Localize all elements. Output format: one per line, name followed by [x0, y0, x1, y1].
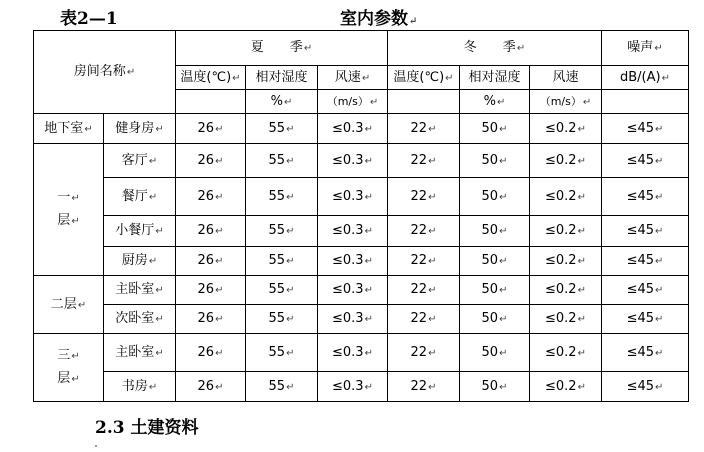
- header-summer-wind: 风速↵: [318, 66, 388, 90]
- paragraph-mark: ↵: [286, 347, 295, 359]
- paragraph-mark: ↵: [499, 381, 508, 393]
- paragraph-mark: ↵: [654, 43, 663, 54]
- paragraph-mark: ↵: [577, 347, 586, 359]
- paragraph-mark: ↵: [364, 256, 373, 267]
- paragraph-mark: ↵: [661, 72, 670, 84]
- paragraph-mark: ↵: [71, 215, 80, 227]
- floor-second: 二层↵: [34, 276, 104, 334]
- table-cell: ≤45↵: [602, 216, 689, 247]
- table-cell: ≤0.3↵: [318, 178, 388, 216]
- paragraph-mark: ↵: [499, 256, 508, 267]
- table-cell: ≤45↵: [602, 305, 689, 334]
- paragraph-mark: ↵: [364, 226, 373, 237]
- paragraph-mark: ↵: [71, 373, 80, 385]
- paragraph-mark: ↵: [369, 96, 379, 108]
- table-cell: [176, 90, 246, 114]
- paragraph-mark: ↵: [215, 381, 224, 393]
- table-cell: ≤0.2↵: [530, 247, 602, 276]
- table-cell: 55↵: [246, 216, 318, 247]
- table-cell: 50↵: [460, 372, 530, 402]
- paragraph-mark: ↵: [577, 123, 586, 135]
- room-name: 厨房↵: [104, 247, 176, 276]
- paragraph-mark: ↵: [215, 191, 224, 203]
- paragraph-mark: ↵: [364, 191, 373, 203]
- section-heading: 2.3 土建资料: [95, 418, 199, 438]
- table-cell: 26↵: [176, 305, 246, 334]
- table-title: 室内参数↵: [340, 9, 418, 29]
- page-dot: [95, 445, 97, 447]
- table-cell: 22↵: [388, 247, 460, 276]
- floor-first: 一↵ 层↵: [34, 144, 104, 276]
- table-cell: 50↵: [460, 178, 530, 216]
- table-cell: 50↵: [460, 247, 530, 276]
- table-cell: ≤45↵: [602, 247, 689, 276]
- paragraph-mark: ↵: [516, 43, 526, 54]
- table-cell: 22↵: [388, 178, 460, 216]
- table-cell: 55↵: [246, 305, 318, 334]
- paragraph-mark: ↵: [155, 347, 164, 359]
- table-cell: 55↵: [246, 114, 318, 144]
- paragraph-mark: ↵: [364, 381, 373, 393]
- paragraph-mark: ↵: [655, 285, 664, 296]
- paragraph-mark: ↵: [499, 285, 508, 296]
- paragraph-mark: ↵: [71, 350, 80, 362]
- paragraph-mark: ↵: [215, 314, 224, 325]
- table-row: [34, 144, 689, 178]
- paragraph-mark: ↵: [148, 256, 158, 267]
- header-room-name: 房间名称↵: [34, 31, 176, 114]
- header-winter-temperature: 温度(℃)↵: [388, 66, 460, 90]
- table-cell: ≤0.2↵: [530, 144, 602, 178]
- header-noise: 噪声↵: [602, 31, 689, 66]
- table-cell: ≤0.3↵: [318, 372, 388, 402]
- paragraph-mark: ↵: [499, 155, 508, 167]
- paragraph-mark: ↵: [655, 226, 664, 237]
- paragraph-mark: ↵: [577, 381, 586, 393]
- table-cell: 26↵: [176, 276, 246, 305]
- paragraph-mark: ↵: [428, 347, 437, 359]
- paragraph-mark: ↵: [215, 347, 224, 359]
- paragraph-mark: ↵: [84, 123, 93, 135]
- table-cell: 55↵: [246, 178, 318, 216]
- table-cell: ≤0.2↵: [530, 276, 602, 305]
- paragraph-mark: ↵: [499, 191, 508, 203]
- table-cell: ≤45↵: [602, 114, 689, 144]
- paragraph-mark: ↵: [286, 191, 295, 203]
- paragraph-mark: ↵: [286, 123, 295, 135]
- paragraph-mark: ↵: [428, 381, 437, 393]
- table-cell: 22↵: [388, 305, 460, 334]
- paragraph-mark: ↵: [428, 285, 437, 296]
- table-cell: ≤45↵: [602, 178, 689, 216]
- paragraph-mark: ↵: [286, 314, 295, 325]
- room-name: 客厅↵: [104, 144, 176, 178]
- table-cell: ≤0.2↵: [530, 372, 602, 402]
- paragraph-mark: ↵: [148, 191, 158, 203]
- room-name: 主卧室↵: [104, 276, 176, 305]
- room-name: 次卧室↵: [104, 305, 176, 334]
- paragraph-mark: ↵: [496, 96, 506, 108]
- table-cell: 26↵: [176, 114, 246, 144]
- paragraph-mark: ↵: [655, 347, 664, 359]
- paragraph-mark: ↵: [215, 155, 224, 167]
- table-row: [34, 247, 689, 276]
- room-name: 餐厅↵: [104, 178, 176, 216]
- paragraph-mark: ↵: [428, 314, 437, 325]
- header-summer: 夏 季↵: [176, 31, 388, 66]
- paragraph-mark: ↵: [283, 96, 293, 108]
- table-cell: 22↵: [388, 276, 460, 305]
- table-cell: ≤0.3↵: [318, 144, 388, 178]
- paragraph-mark: ↵: [303, 43, 313, 54]
- table-cell: 50↵: [460, 276, 530, 305]
- header-summer-humidity-unit: %↵: [246, 90, 318, 114]
- table-cell: 55↵: [246, 276, 318, 305]
- paragraph-mark: ↵: [215, 226, 224, 237]
- paragraph-mark: ↵: [155, 123, 164, 135]
- paragraph-mark: ↵: [232, 72, 241, 84]
- table-cell: ≤45↵: [602, 276, 689, 305]
- table-cell: 50↵: [460, 114, 530, 144]
- table-cell: 22↵: [388, 114, 460, 144]
- table-cell: ≤0.2↵: [530, 216, 602, 247]
- paragraph-mark: ↵: [499, 347, 508, 359]
- floor-basement: 地下室↵: [34, 114, 104, 144]
- header-winter-humidity: 相对湿度: [460, 66, 530, 90]
- table-cell: 50↵: [460, 334, 530, 372]
- table-cell: 22↵: [388, 216, 460, 247]
- paragraph-mark: ↵: [286, 285, 295, 296]
- paragraph-mark: ↵: [577, 256, 586, 267]
- table-cell: ≤0.2↵: [530, 305, 602, 334]
- table-cell: [602, 90, 689, 114]
- paragraph-mark: ↵: [286, 381, 295, 393]
- table-cell: 26↵: [176, 334, 246, 372]
- table-row: [34, 334, 689, 372]
- paragraph-mark: ↵: [364, 285, 373, 296]
- paragraph-mark: ↵: [428, 226, 437, 237]
- paragraph-mark: ↵: [655, 314, 664, 325]
- paragraph-mark: ↵: [77, 299, 87, 311]
- paragraph-mark: ↵: [71, 192, 80, 204]
- table-cell: 26↵: [176, 216, 246, 247]
- paragraph-mark: ↵: [364, 347, 373, 359]
- paragraph-mark: ↵: [577, 226, 586, 237]
- paragraph-mark: ↵: [499, 123, 508, 135]
- header-winter-wind: 风速: [530, 66, 602, 90]
- paragraph-mark: ↵: [655, 256, 664, 267]
- table-cell: 22↵: [388, 334, 460, 372]
- table-cell: ≤45↵: [602, 334, 689, 372]
- table-cell: ≤0.2↵: [530, 114, 602, 144]
- table-row: [34, 178, 689, 216]
- paragraph-mark: ↵: [126, 67, 136, 78]
- paragraph-mark: ↵: [499, 314, 508, 325]
- paragraph-mark: ↵: [148, 155, 158, 167]
- paragraph-mark: ↵: [286, 155, 295, 167]
- paragraph-mark: ↵: [215, 256, 224, 267]
- table-cell: [388, 90, 460, 114]
- paragraph-mark: ↵: [428, 123, 437, 135]
- paragraph-mark: ↵: [364, 123, 373, 135]
- table-cell: 22↵: [388, 372, 460, 402]
- table-cell: ≤0.3↵: [318, 276, 388, 305]
- table-cell: 22↵: [388, 144, 460, 178]
- table-row: [34, 276, 689, 305]
- table-cell: 50↵: [460, 144, 530, 178]
- table-row: [34, 114, 689, 144]
- paragraph-mark: ↵: [445, 72, 454, 84]
- paragraph-mark: ↵: [364, 314, 373, 325]
- paragraph-mark: ↵: [577, 155, 586, 167]
- table-row: [34, 372, 689, 402]
- room-name: 健身房↵: [104, 114, 176, 144]
- paragraph-mark: ↵: [582, 96, 592, 108]
- table-cell: ≤0.3↵: [318, 305, 388, 334]
- table-label: 表2—1: [60, 9, 118, 29]
- paragraph-mark: ↵: [428, 256, 437, 267]
- paragraph-mark: ↵: [215, 123, 224, 135]
- paragraph-mark: ↵: [577, 285, 586, 296]
- table-cell: 26↵: [176, 247, 246, 276]
- paragraph-mark: ↵: [655, 155, 664, 167]
- paragraph-mark: ↵: [286, 256, 295, 267]
- paragraph-mark: ↵: [655, 123, 664, 135]
- paragraph-mark: ↵: [215, 285, 224, 296]
- table-cell: 26↵: [176, 372, 246, 402]
- table-cell: 55↵: [246, 334, 318, 372]
- paragraph-mark: ↵: [155, 285, 164, 296]
- header-winter-wind-unit: （m/s）↵: [530, 90, 602, 114]
- paragraph-mark: ↵: [655, 381, 664, 393]
- paragraph-mark: ↵: [655, 191, 664, 203]
- table-cell: 55↵: [246, 372, 318, 402]
- table-cell: ≤0.3↵: [318, 334, 388, 372]
- room-name: 主卧室↵: [104, 334, 176, 372]
- paragraph-mark: ↵: [428, 155, 437, 167]
- header-summer-wind-unit: （m/s）↵: [318, 90, 388, 114]
- table-cell: 55↵: [246, 144, 318, 178]
- paragraph-mark: ↵: [428, 191, 437, 203]
- table-cell: ≤0.3↵: [318, 114, 388, 144]
- paragraph-mark: ↵: [148, 381, 158, 393]
- paragraph-mark: ↵: [364, 155, 373, 167]
- table-cell: 26↵: [176, 178, 246, 216]
- header-winter-humidity-unit: %↵: [460, 90, 530, 114]
- floor-third: 三↵ 层↵: [34, 334, 104, 402]
- table-cell: 50↵: [460, 216, 530, 247]
- table-row: [34, 216, 689, 247]
- room-name: 书房↵: [104, 372, 176, 402]
- table-cell: 26↵: [176, 144, 246, 178]
- header-summer-humidity: 相对湿度: [246, 66, 318, 90]
- paragraph-mark: ↵: [577, 191, 586, 203]
- table-cell: ≤45↵: [602, 144, 689, 178]
- header-noise-unit: dB/(A)↵: [602, 66, 689, 90]
- paragraph-mark: ↵: [286, 226, 295, 237]
- paragraph-mark: ↵: [499, 226, 508, 237]
- indoor-parameters-table: [33, 30, 689, 402]
- table-cell: ≤0.2↵: [530, 334, 602, 372]
- table-row: [34, 305, 689, 334]
- table-cell: ≤0.3↵: [318, 216, 388, 247]
- paragraph-mark: ↵: [409, 16, 418, 27]
- table-cell: ≤0.3↵: [318, 247, 388, 276]
- header-summer-temperature: 温度(℃)↵: [176, 66, 246, 90]
- paragraph-mark: ↵: [155, 226, 164, 237]
- paragraph-mark: ↵: [155, 314, 164, 325]
- paragraph-mark: ↵: [361, 72, 371, 84]
- room-name: 小餐厅↵: [104, 216, 176, 247]
- table-cell: ≤0.2↵: [530, 178, 602, 216]
- header-winter: 冬 季↵: [388, 31, 602, 66]
- table-cell: 50↵: [460, 305, 530, 334]
- table-cell: ≤45↵: [602, 372, 689, 402]
- table-cell: 55↵: [246, 247, 318, 276]
- paragraph-mark: ↵: [577, 314, 586, 325]
